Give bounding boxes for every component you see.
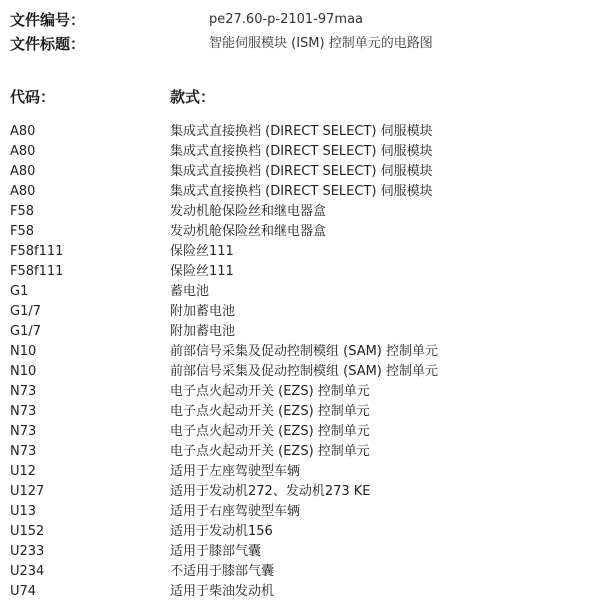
- item-code: U12: [10, 464, 37, 479]
- list-item: [10, 442, 600, 462]
- item-code: G1: [10, 284, 29, 299]
- style-column-header: 款式：: [170, 88, 216, 106]
- item-description: 不适用于膝部气囊: [170, 564, 275, 579]
- item-code: F58f111: [10, 264, 64, 279]
- doc-title-value: 智能伺服模块 (ISM) 控制单元的电路图: [209, 36, 433, 51]
- list-item: [10, 562, 600, 582]
- item-description: 适用于柴油发动机: [170, 584, 275, 599]
- item-description: 前部信号采集及促动控制模组 (SAM) 控制单元: [170, 344, 439, 359]
- item-code: N73: [10, 444, 37, 459]
- item-code: F58: [10, 224, 35, 239]
- item-code: N73: [10, 404, 37, 419]
- list-item: [10, 402, 600, 422]
- list-item: [10, 202, 600, 222]
- list-item: [10, 262, 600, 282]
- item-description: 电子点火起动开关 (EZS) 控制单元: [170, 404, 370, 419]
- doc-number-row: [10, 10, 600, 30]
- item-description: 集成式直接换档 (DIRECT SELECT) 伺服模块: [170, 184, 433, 199]
- item-description: 附加蓄电池: [170, 324, 236, 339]
- list-item: [10, 522, 600, 542]
- item-description: 电子点火起动开关 (EZS) 控制单元: [170, 444, 370, 459]
- item-description: 集成式直接换档 (DIRECT SELECT) 伺服模块: [170, 144, 433, 159]
- item-description: 集成式直接换档 (DIRECT SELECT) 伺服模块: [170, 124, 433, 139]
- code-list: [10, 122, 600, 602]
- item-code: N73: [10, 384, 37, 399]
- code-column-header: 代码：: [10, 88, 56, 106]
- doc-title-label: 文件标题：: [10, 35, 86, 53]
- list-item: [10, 322, 600, 342]
- item-code: U234: [10, 564, 45, 579]
- list-item: [10, 162, 600, 182]
- item-code: N10: [10, 364, 37, 379]
- item-code: N73: [10, 424, 37, 439]
- doc-number-label: 文件编号：: [10, 11, 86, 29]
- list-item: [10, 422, 600, 442]
- item-description: 蓄电池: [170, 284, 210, 299]
- list-item: [10, 482, 600, 502]
- list-item: [10, 582, 600, 602]
- list-item: [10, 502, 600, 522]
- item-code: N10: [10, 344, 37, 359]
- list-item: [10, 242, 600, 262]
- list-item: [10, 382, 600, 402]
- list-item: [10, 362, 600, 382]
- item-code: U13: [10, 504, 37, 519]
- list-item: [10, 462, 600, 482]
- table-header: [10, 86, 600, 108]
- list-item: [10, 282, 600, 302]
- item-description: 发动机舱保险丝和继电器盒: [170, 204, 327, 219]
- item-description: 附加蓄电池: [170, 304, 236, 319]
- item-code: A80: [10, 144, 36, 159]
- item-description: 电子点火起动开关 (EZS) 控制单元: [170, 384, 370, 399]
- item-code: U152: [10, 524, 45, 539]
- list-item: [10, 142, 600, 162]
- list-item: [10, 182, 600, 202]
- list-item: [10, 302, 600, 322]
- list-item: [10, 542, 600, 562]
- doc-number-value: pe27.60-p-2101-97maa: [209, 12, 364, 27]
- item-code: A80: [10, 124, 36, 139]
- item-description: 适用于发动机156: [170, 524, 273, 539]
- doc-title-row: [10, 34, 600, 54]
- item-description: 前部信号采集及促动控制模组 (SAM) 控制单元: [170, 364, 439, 379]
- item-description: 电子点火起动开关 (EZS) 控制单元: [170, 424, 370, 439]
- item-description: 保险丝111: [170, 244, 234, 259]
- item-code: A80: [10, 164, 36, 179]
- item-description: 适用于膝部气囊: [170, 544, 262, 559]
- item-code: U233: [10, 544, 45, 559]
- item-description: 适用于发动机272、发动机273 KE: [170, 484, 371, 499]
- list-item: [10, 342, 600, 362]
- item-code: U127: [10, 484, 45, 499]
- item-code: U74: [10, 584, 37, 599]
- list-item: [10, 222, 600, 242]
- item-description: 保险丝111: [170, 264, 234, 279]
- item-description: 集成式直接换档 (DIRECT SELECT) 伺服模块: [170, 164, 433, 179]
- item-code: F58: [10, 204, 35, 219]
- item-code: F58f111: [10, 244, 64, 259]
- item-code: A80: [10, 184, 36, 199]
- item-description: 适用于左座驾驶型车辆: [170, 464, 301, 479]
- item-code: G1/7: [10, 304, 41, 319]
- item-code: G1/7: [10, 324, 41, 339]
- list-item: [10, 122, 600, 142]
- item-description: 发动机舱保险丝和继电器盒: [170, 224, 327, 239]
- item-description: 适用于右座驾驶型车辆: [170, 504, 301, 519]
